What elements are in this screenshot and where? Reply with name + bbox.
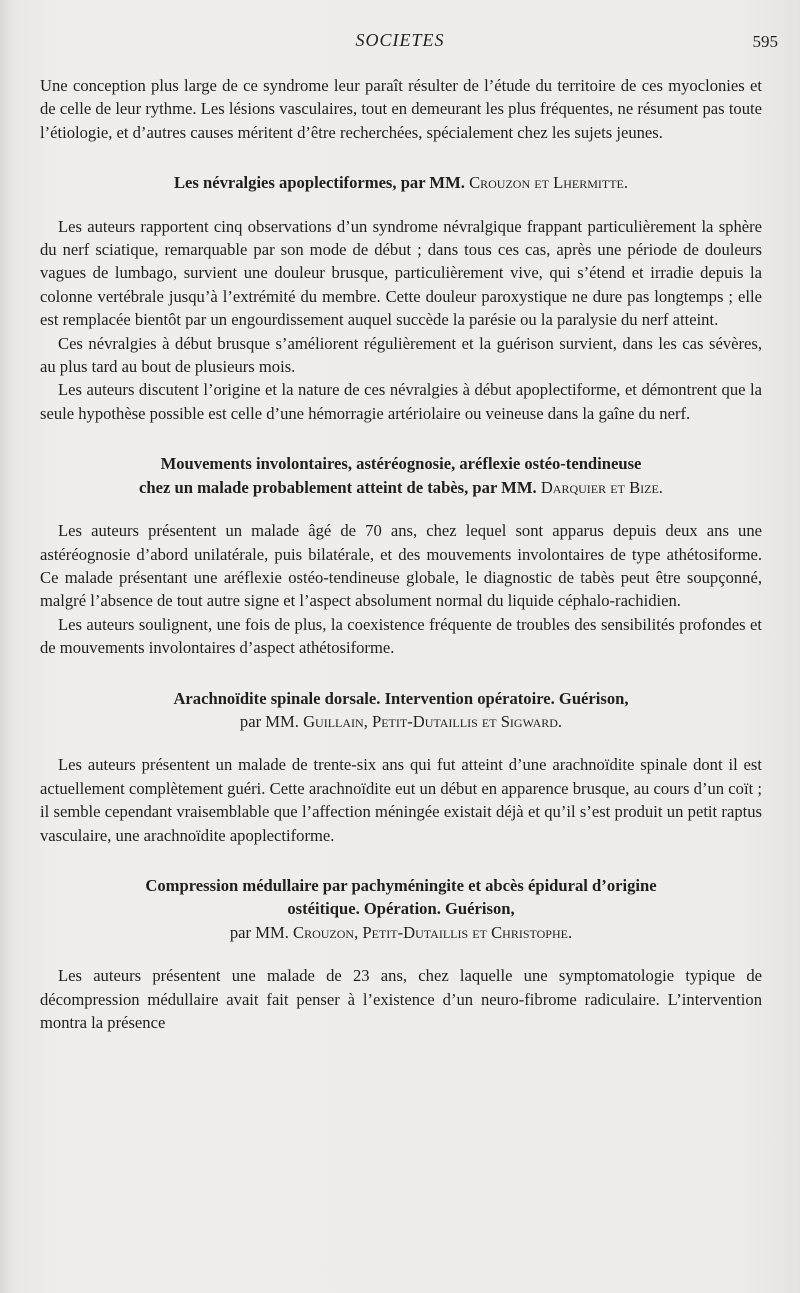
running-title: SOCIETES (355, 30, 445, 50)
section-title: Arachnoïdite spinale dorsale. Intervention opératoire. Guérison, (173, 688, 629, 708)
page-number: 595 (752, 32, 778, 51)
section-heading-arachnoidite (40, 687, 762, 734)
section-title-line: Compression médullaire par pachyméningite et abcès épidural d’origine (145, 875, 657, 895)
paragraph: Les auteurs rapportent cinq observations d’un syndrome névralgique frappant particulièrement la sphère du nerf sciatique, remarquable par son mode de début ; dans tous ces cas, après une période de douleurs vagues de lumbago, survient une douleur brusque, particulièrement vive, qui s’étend et irradie depuis la colonne vertébrale jusqu’à l’extrémité du membre. Cette douleur paroxystique ne dure pas longtemps ; elle est remplacée bientôt par un engourdissement auquel succède la parésie ou la paralysie du nerf atteint. (40, 216, 762, 330)
section-title-line: Mouvements involontaires, astéréognosie, aréflexie ostéo-tendineuse (160, 454, 642, 474)
section-authors: Darquier et Bize. (540, 477, 663, 497)
running-head (0, 28, 800, 52)
section-authors: Crouzon, Petit-Dutaillis et Christophe. (293, 922, 573, 942)
section-heading-mouvements (40, 452, 762, 499)
paragraph: Les auteurs présentent un malade âgé de 70 ans, chez lequel sont apparus depuis deux ans une astéréognosie d’abord unilatérale, puis bilatérale, et des mouvements involontaires de type athétosiforme. Ce malade présentant une aréflexie ostéo-tendineuse globale, le diagnostic de tabès peut être soupçonné, malgré l’absence de tout autre signe et l’aspect absolument normal du liquide céphalo-rachidien. (40, 521, 762, 611)
section-heading-compression (40, 874, 762, 944)
page-body (40, 74, 762, 1034)
intro-paragraph: Une conception plus large de ce syndrome leur paraît résulter de l’étude du territoire de ces myoclonies et de celle de leur rythme. Les lésions vasculaires, tout en demeurant les plus fréquentes, ne résument pas toute l’étiologie, et d’autres causes méritent d’être recherchées, spécialement chez les sujets jeunes. (40, 76, 762, 142)
section-title-line: ostéitique. Opération. Guérison, (287, 899, 515, 919)
paragraph: Les auteurs présentent une malade de 23 ans, chez laquelle une symptomatologie typique de décompression médullaire avait fait penser à l’existence d’un neuro-fibrome radiculaire. L’intervention montra la présence (40, 966, 762, 1032)
section-title: Les névralgies apoplectiformes, par MM. (173, 173, 465, 193)
section-byline: par MM. (229, 922, 289, 942)
section-title-line: chez un malade probablement atteint de tabès, par MM. (139, 477, 537, 497)
section-byline: par MM. (239, 711, 299, 731)
paragraph: Les auteurs présentent un malade de trente-six ans qui fut atteint d’une arachnoïdite spinale dont il est actuellement complètement guéri. Cette arachnoïdite eut un début en apparence brusque, au cours d’un coït ; il semble cependant vraisemblable que l’affection méningée existait déjà et qu’il s’est produit un petit raptus vasculaire, une arachnoïdite apoplectiforme. (40, 755, 762, 845)
paragraph: Les auteurs discutent l’origine et la nature de ces névralgies à début apoplectiforme, et démontrent que la seule hypothèse possible est celle d’une hémorragie artériolaire ou veineuse dans la gaîne du nerf. (40, 380, 762, 423)
section-heading-nevralgies (40, 171, 762, 194)
paragraph: Ces névralgies à début brusque s’améliorent régulièrement et la guérison survient, dans les cas sévères, au plus tard au bout de plusieurs mois. (40, 333, 762, 377)
section-authors: Guillain, Petit-Dutaillis et Sigward. (303, 711, 563, 731)
section-authors: Crouzon et Lhermitte. (469, 173, 629, 193)
paragraph: Les auteurs soulignent, une fois de plus, la coexistence fréquente de troubles des sensibilités profondes et de mouvements involontaires d’aspect athétosiforme. (40, 614, 762, 658)
